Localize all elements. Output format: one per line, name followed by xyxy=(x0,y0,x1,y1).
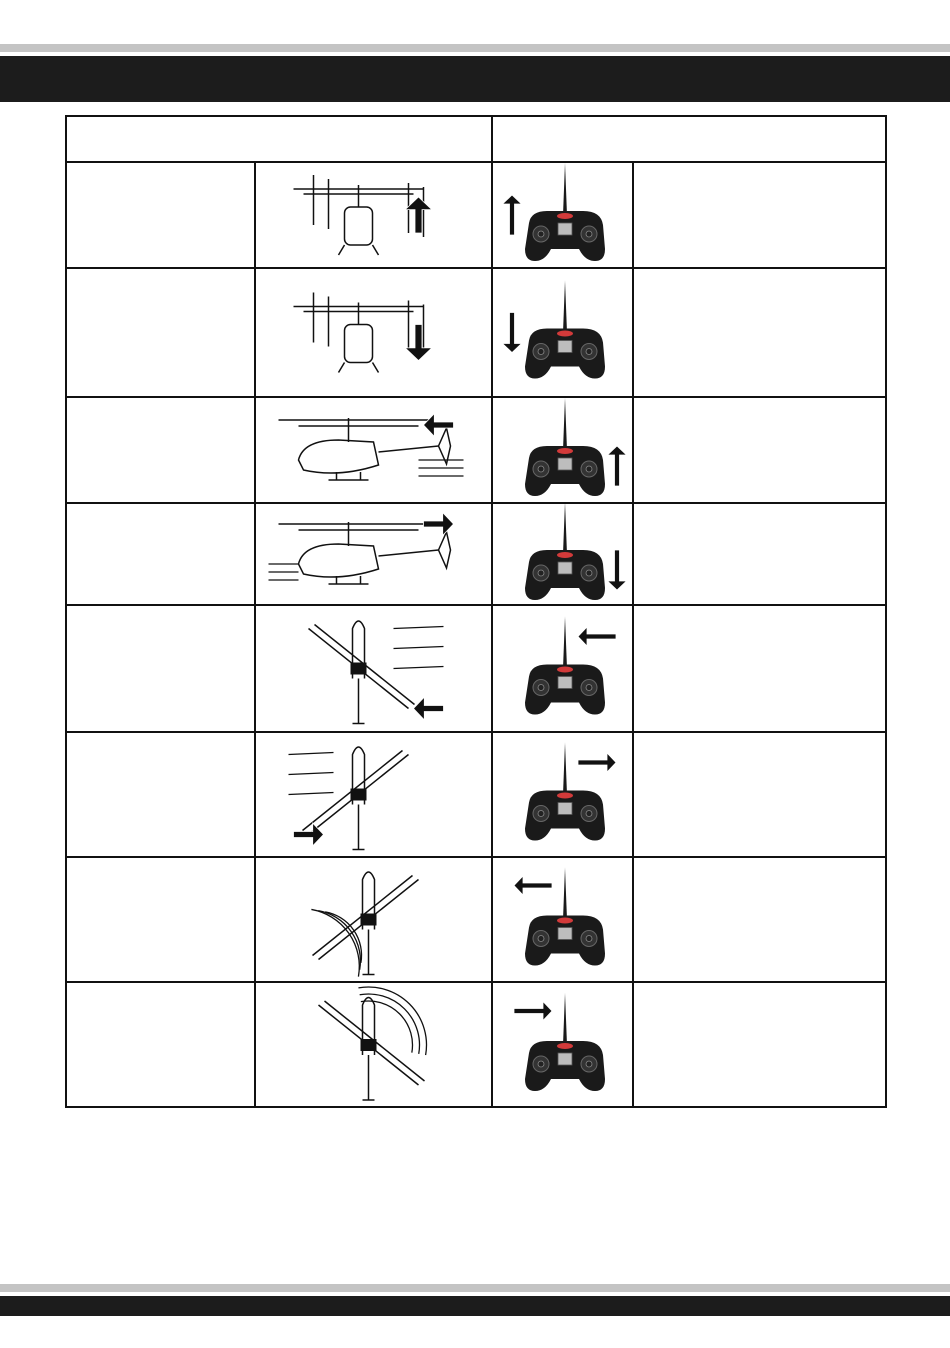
heli-side-forward-icon xyxy=(279,414,464,480)
table-rows xyxy=(269,163,627,1100)
controller-arrow-icon xyxy=(608,446,627,486)
footer-stripe-light xyxy=(0,1284,950,1292)
table-row xyxy=(319,987,606,1100)
controller-icon xyxy=(525,617,605,715)
heli-top-turn-right-icon xyxy=(289,747,409,850)
table-row xyxy=(289,743,617,850)
header-stripe-light xyxy=(0,44,950,52)
controller-icon xyxy=(525,281,605,379)
heli-front-descend-icon xyxy=(294,293,432,373)
table-row xyxy=(311,868,605,977)
table-row xyxy=(294,281,606,379)
controller-arrow-icon xyxy=(578,753,616,772)
heli-side-backward-icon xyxy=(269,513,454,584)
controller-arrow-icon xyxy=(514,1002,552,1021)
heli-rotate-left-icon xyxy=(311,872,418,977)
controller-icon xyxy=(525,502,605,600)
table-row xyxy=(279,398,627,496)
controller-icon xyxy=(525,993,605,1091)
controls-table xyxy=(65,115,887,1108)
table-row xyxy=(269,502,627,600)
controller-icon xyxy=(525,743,605,841)
controller-arrow-icon xyxy=(608,550,627,590)
table-row xyxy=(309,617,617,724)
controller-icon xyxy=(525,398,605,496)
controller-icon xyxy=(525,163,605,261)
heli-rotate-right-icon xyxy=(319,987,427,1100)
controller-arrow-icon xyxy=(578,627,616,646)
footer-bar xyxy=(0,1296,950,1316)
heli-front-ascend-icon xyxy=(294,175,432,255)
header-bar xyxy=(0,56,950,102)
controller-arrow-icon xyxy=(503,313,522,353)
table-row xyxy=(294,163,606,261)
table-grid xyxy=(65,115,887,1108)
heli-top-turn-left-icon xyxy=(309,621,444,724)
controller-arrow-icon xyxy=(514,876,552,895)
controller-arrow-icon xyxy=(503,195,522,235)
controller-icon xyxy=(525,868,605,966)
